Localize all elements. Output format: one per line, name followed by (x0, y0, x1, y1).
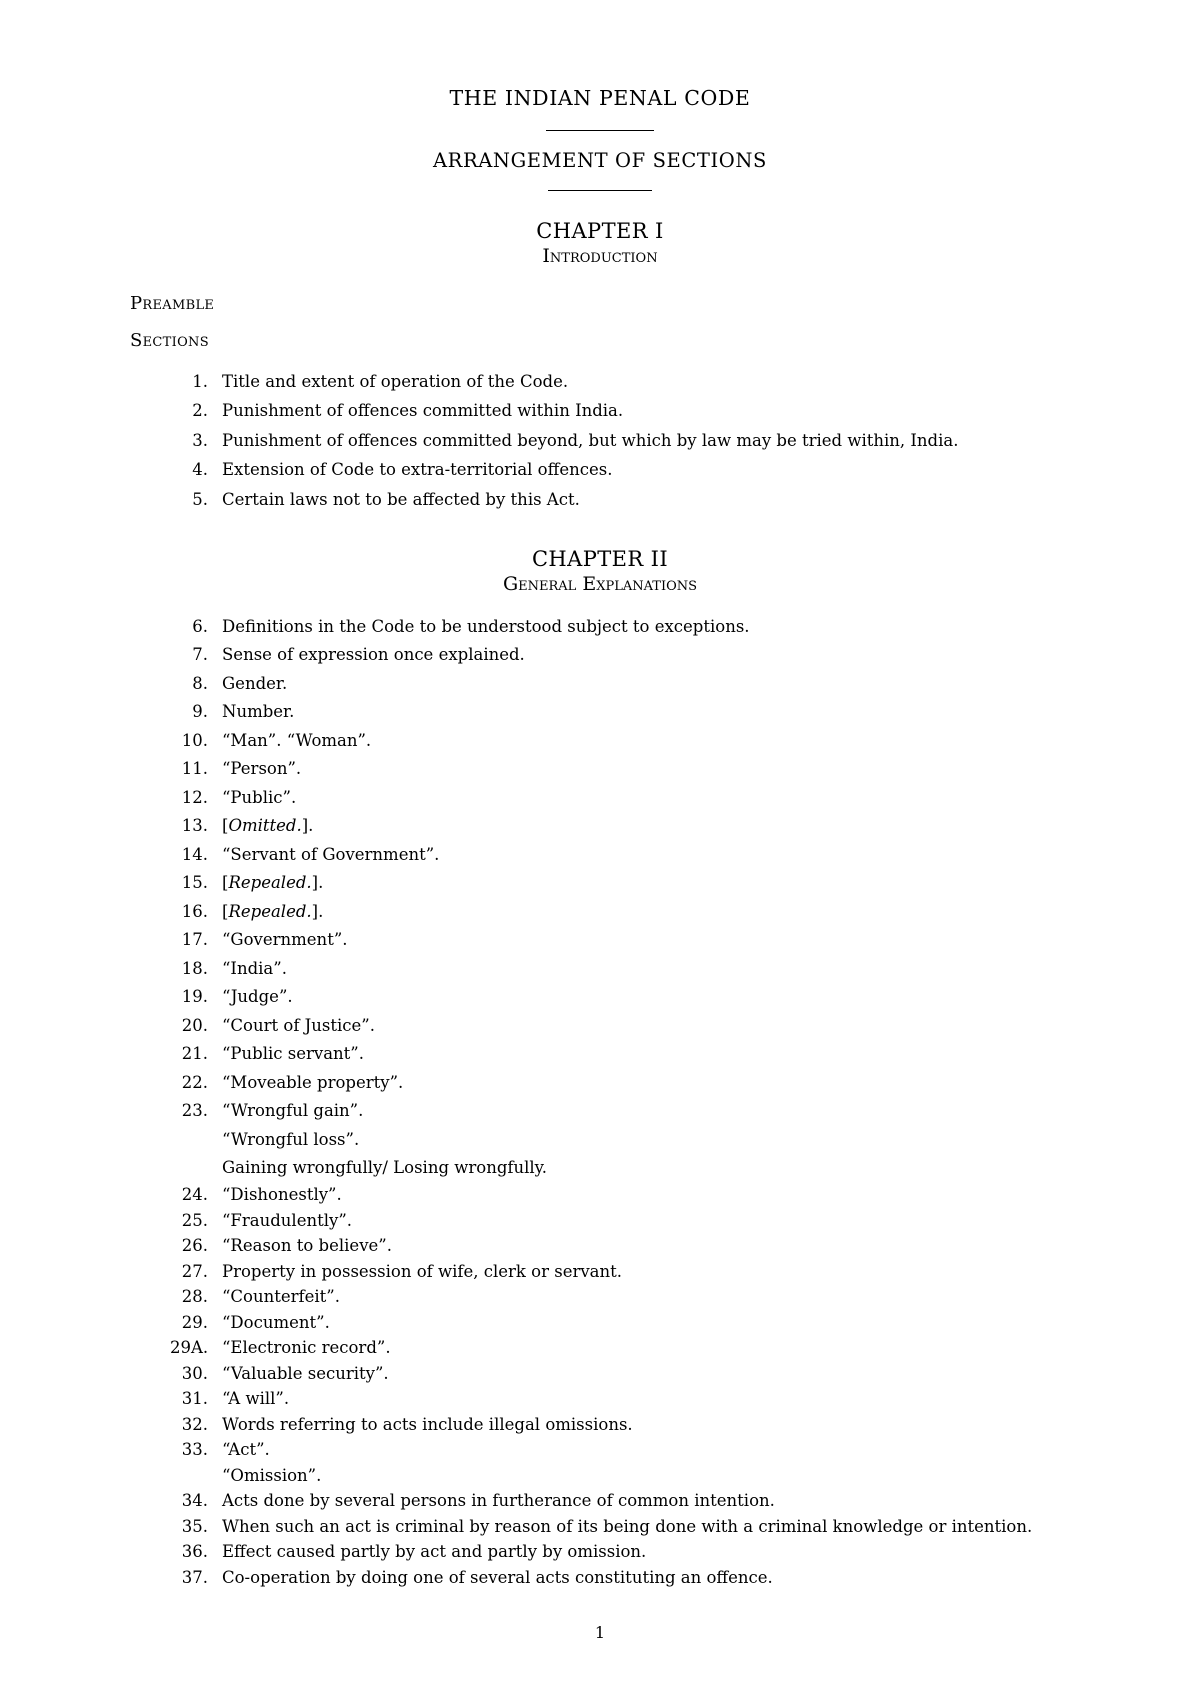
list-item (170, 812, 1080, 841)
list-item (170, 456, 1080, 486)
section-number: 6. (192, 616, 208, 636)
list-item (170, 1285, 1080, 1311)
section-title: “Wrongful loss”. (222, 1129, 360, 1149)
section-number: 5. (192, 489, 208, 509)
sections-label: Sections (130, 330, 209, 351)
section-title: Extension of Code to extra-territorial offences. (222, 460, 613, 479)
section-title: Property in possession of wife, clerk or servant. (222, 1261, 623, 1281)
section-title: “Person”. (222, 759, 302, 778)
section-number: 12. (181, 787, 208, 807)
list-item (170, 1463, 1080, 1489)
section-number: 15. (181, 873, 208, 892)
list-item (170, 641, 1080, 670)
section-title: Number. (222, 702, 295, 721)
section-title: Words referring to acts include illegal omissions. (222, 1414, 633, 1434)
section-title: “A will”. (222, 1389, 290, 1408)
section-title: Effect caused partly by act and partly by omission. (222, 1542, 647, 1561)
list-item (170, 1012, 1080, 1041)
list-item (170, 397, 1080, 427)
section-number: 28. (181, 1287, 208, 1306)
section-title: “Government”. (222, 930, 348, 949)
list-item (170, 1234, 1080, 1260)
section-title: Punishment of offences committed within India. (222, 401, 624, 420)
section-title-italic: Repealed. (228, 901, 312, 921)
section-number: 20. (181, 1015, 208, 1035)
chapter-one-heading: CHAPTER I (536, 219, 664, 243)
list-item (170, 869, 1080, 898)
list-item (170, 1208, 1080, 1234)
section-title: “Wrongful gain”. (222, 1101, 364, 1120)
section-number: 27. (181, 1261, 208, 1281)
section-number: 33. (181, 1440, 208, 1459)
list-item (170, 898, 1080, 927)
page-number: 1 (594, 1623, 606, 1642)
section-title: Sense of expression once explained. (222, 645, 525, 664)
chapter-two-section-list (170, 613, 1080, 1600)
section-number: 9. (192, 702, 208, 721)
section-title: Certain laws not to be affected by this Act. (222, 489, 580, 509)
section-title: Gender. (222, 673, 288, 693)
section-number: 18. (181, 958, 208, 978)
section-number: 17. (181, 930, 208, 949)
section-number: 26. (181, 1236, 208, 1255)
list-item (170, 1540, 1080, 1566)
section-number: 11. (181, 759, 208, 778)
section-number: 22. (181, 1072, 208, 1092)
section-title: “Dishonestly”. (222, 1185, 342, 1204)
section-number: 14. (181, 844, 208, 864)
list-item (170, 698, 1080, 727)
section-number: 8. (192, 673, 208, 693)
section-number: 3. (192, 430, 208, 450)
section-number: 36. (181, 1542, 208, 1561)
list-item (170, 1565, 1080, 1591)
section-title: “Moveable property”. (222, 1072, 404, 1092)
section-number: 31. (181, 1389, 208, 1408)
list-item (170, 955, 1080, 984)
section-title: “Omission”. (222, 1465, 322, 1485)
list-item (170, 1310, 1080, 1336)
list-item (170, 1097, 1080, 1126)
section-number: 24. (181, 1185, 208, 1204)
section-title: “Judge”. (222, 987, 293, 1006)
section-number: 35. (181, 1516, 208, 1536)
list-item (170, 1069, 1080, 1098)
list-item (170, 426, 1080, 456)
list-item (170, 1259, 1080, 1285)
list-item (170, 1361, 1080, 1387)
section-title: “India”. (222, 958, 287, 978)
section-number: 23. (181, 1101, 208, 1120)
chapter-two-subheading: General Explanations (502, 572, 698, 595)
list-item-continuation (170, 1489, 1080, 1515)
list-item (170, 983, 1080, 1012)
section-number: 21. (181, 1044, 208, 1063)
section-number: 37. (181, 1567, 208, 1587)
list-item (170, 727, 1080, 756)
section-title: When such an act is criminal by reason of its being done with a criminal knowledge or intention. (222, 1516, 1033, 1536)
chapter-one-subheading: Introduction (542, 245, 658, 267)
section-number: 32. (181, 1414, 208, 1434)
section-title: “Act”. (222, 1440, 270, 1459)
list-item (170, 613, 1080, 642)
list-item (170, 784, 1080, 813)
page-title: THE INDIAN PENAL CODE (449, 86, 751, 110)
section-number: 4. (192, 460, 208, 479)
section-title: “Public”. (222, 787, 297, 807)
section-title-italic: Repealed. (228, 873, 312, 892)
section-number: 13. (181, 816, 208, 835)
chapter-two-heading: CHAPTER II (531, 546, 669, 571)
section-title: [Repealed.]. (222, 901, 324, 921)
section-title: Title and extent of operation of the Code. (222, 371, 569, 391)
section-number: 16. (181, 901, 208, 921)
section-title: Co-operation by doing one of several acts constituting an offence. (222, 1567, 773, 1587)
section-title: Definitions in the Code to be understood subject to exceptions. (222, 616, 750, 636)
section-title: Acts done by several persons in furtherance of common intention. (222, 1491, 775, 1510)
section-title: [Omitted.]. (222, 816, 314, 835)
section-number: 7. (192, 645, 208, 664)
section-title: “Electronic record”. (222, 1338, 391, 1357)
section-title: Punishment of offences committed beyond, but which by law may be tried within, India. (222, 430, 959, 450)
list-item (170, 841, 1080, 870)
list-item (170, 1514, 1080, 1540)
section-title-italic: Omitted. (228, 816, 302, 835)
section-title: “Court of Justice”. (222, 1015, 375, 1035)
chapter-one-section (120, 219, 1080, 515)
section-title: [Repealed.]. (222, 873, 324, 892)
list-item (170, 1040, 1080, 1069)
list-item (170, 1183, 1080, 1209)
list-item (170, 1591, 1080, 1600)
section-title: “Document”. (222, 1312, 330, 1332)
chapter-two-section (120, 547, 1080, 1600)
document-subtitle: ARRANGEMENT OF SECTIONS (432, 149, 768, 172)
section-number: 1. (192, 371, 208, 391)
preamble-label: Preamble (130, 293, 215, 314)
section-title: Gaining wrongfully/ Losing wrongfully. (222, 1158, 548, 1177)
list-item-continuation (170, 1126, 1080, 1155)
section-title: “Servant of Government”. (222, 844, 440, 864)
divider-rule-2 (548, 190, 652, 191)
divider-rule-1 (546, 130, 654, 131)
section-number: 30. (181, 1363, 208, 1383)
list-item (170, 367, 1080, 397)
section-number: 10. (181, 730, 208, 750)
list-item (170, 1438, 1080, 1464)
list-item (170, 1412, 1080, 1438)
section-number: 2. (192, 401, 208, 420)
chapter-one-section-list (170, 367, 1080, 515)
list-item (170, 926, 1080, 955)
section-title: “Fraudulently”. (222, 1210, 353, 1230)
section-number: 25. (181, 1210, 208, 1230)
section-title: “Public servant”. (222, 1044, 364, 1063)
list-item-continuation (170, 1154, 1080, 1183)
section-number: 19. (181, 987, 208, 1006)
section-number: 34. (181, 1491, 208, 1510)
list-item (170, 755, 1080, 784)
list-item (170, 670, 1080, 699)
section-title: “Valuable security”. (222, 1363, 389, 1383)
section-title: “Reason to believe”. (222, 1236, 392, 1255)
section-title: “Man”. “Woman”. (222, 730, 372, 750)
section-number: 29. (181, 1312, 208, 1332)
section-number: 29A. (170, 1338, 209, 1357)
section-title: “Counterfeit”. (222, 1287, 340, 1306)
list-item (170, 485, 1080, 515)
list-item (170, 1336, 1080, 1362)
list-item (170, 1387, 1080, 1413)
